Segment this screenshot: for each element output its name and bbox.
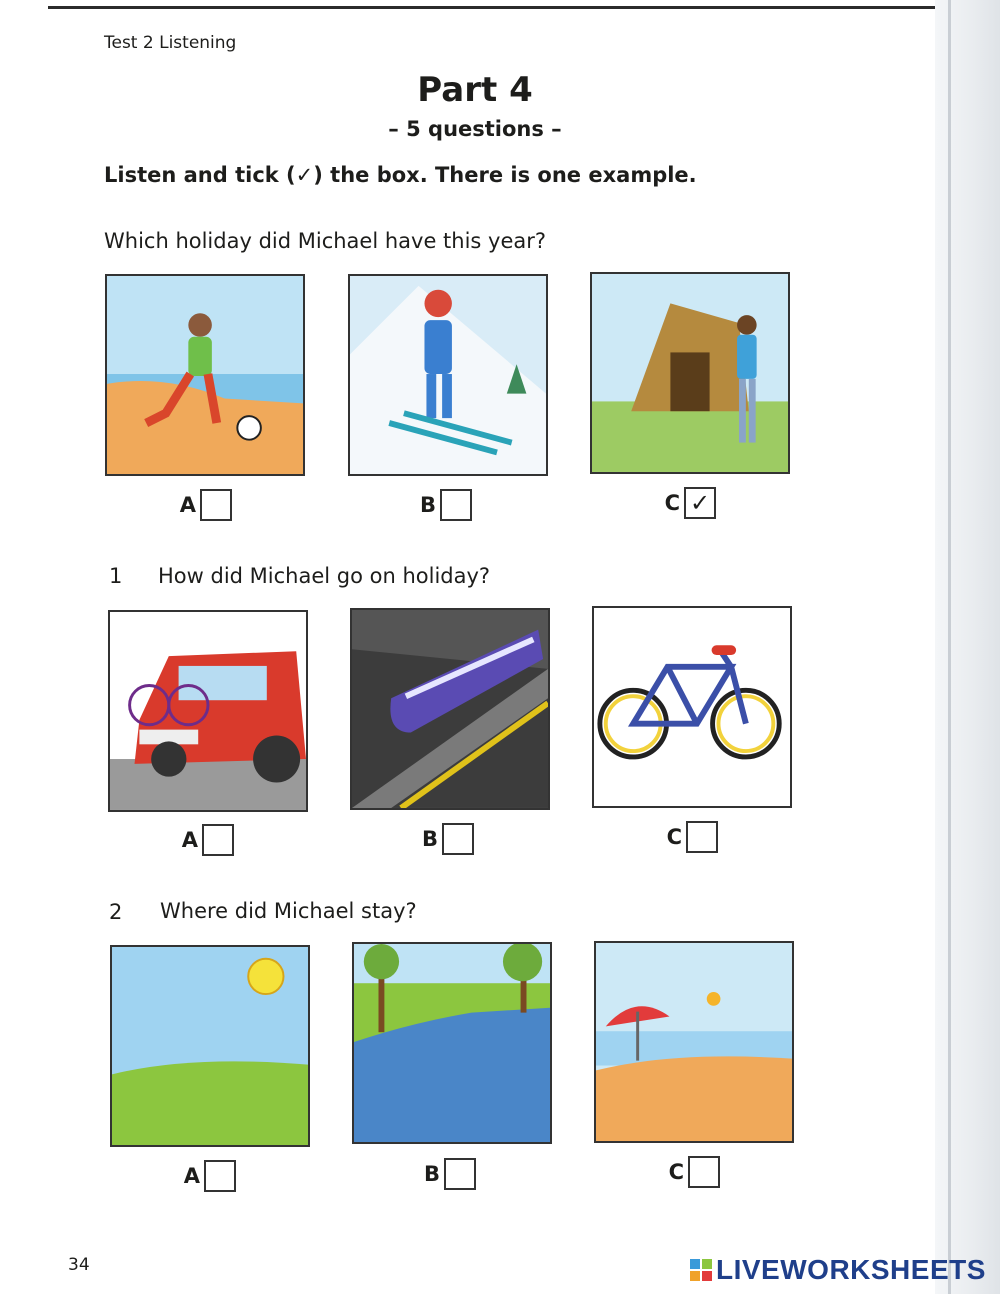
option-letter: C	[664, 491, 680, 515]
q2-option-b	[418, 1158, 476, 1190]
page-title: Part 4	[417, 70, 533, 110]
instruction-text: Listen and tick (✓) the box. There is one example.	[104, 163, 697, 187]
example-option-c	[658, 487, 716, 519]
option-letter: A	[181, 828, 198, 852]
picture-car	[108, 610, 308, 812]
test-label: Test 2 Listening	[104, 33, 237, 53]
picture-camping	[590, 272, 790, 474]
option-letter: B	[421, 827, 438, 851]
tick-box-a[interactable]	[204, 1160, 236, 1192]
picture-lake	[352, 942, 552, 1144]
picture-field	[110, 945, 310, 1147]
question-number: 2	[109, 900, 123, 924]
q2-option-a	[178, 1160, 236, 1192]
question-text: Where did Michael stay?	[160, 899, 417, 923]
example-option-a	[174, 489, 232, 521]
q1-option-a	[176, 824, 234, 856]
tick-box-b[interactable]	[444, 1158, 476, 1190]
page-edge-line	[948, 0, 951, 1294]
logo-grid-icon	[690, 1259, 712, 1281]
q2-option-c	[662, 1156, 720, 1188]
picture-football-beach	[105, 274, 305, 476]
tick-box-c[interactable]	[686, 821, 718, 853]
example-option-b	[414, 489, 472, 521]
picture-train	[350, 608, 550, 810]
option-letter: C	[668, 1160, 684, 1184]
picture-bicycle	[592, 606, 792, 808]
liveworksheets-logo	[690, 1254, 986, 1286]
option-letter: A	[183, 1164, 200, 1188]
picture-skiing	[348, 274, 548, 476]
tick-box-a[interactable]	[202, 824, 234, 856]
top-rule	[48, 6, 954, 9]
page-number: 34	[68, 1255, 90, 1275]
tick-box-a[interactable]	[200, 489, 232, 521]
option-letter: A	[179, 493, 196, 517]
option-letter: C	[666, 825, 682, 849]
page-subtitle: – 5 questions –	[388, 117, 562, 141]
example-question: Which holiday did Michael have this year?	[104, 229, 547, 253]
tick-box-b[interactable]	[442, 823, 474, 855]
option-letter: B	[419, 493, 436, 517]
question-text: How did Michael go on holiday?	[158, 564, 491, 588]
tick-box-c[interactable]: ✓	[684, 487, 716, 519]
q1-option-b	[416, 823, 474, 855]
option-letter: B	[423, 1162, 440, 1186]
picture-beach	[594, 941, 794, 1143]
page-edge-shadow	[935, 0, 1000, 1294]
q1-option-c	[660, 821, 718, 853]
tick-box-b[interactable]	[440, 489, 472, 521]
question-number: 1	[109, 564, 123, 588]
tick-box-c[interactable]	[688, 1156, 720, 1188]
brand-name: LIVEWORKSHEETS	[716, 1254, 986, 1285]
